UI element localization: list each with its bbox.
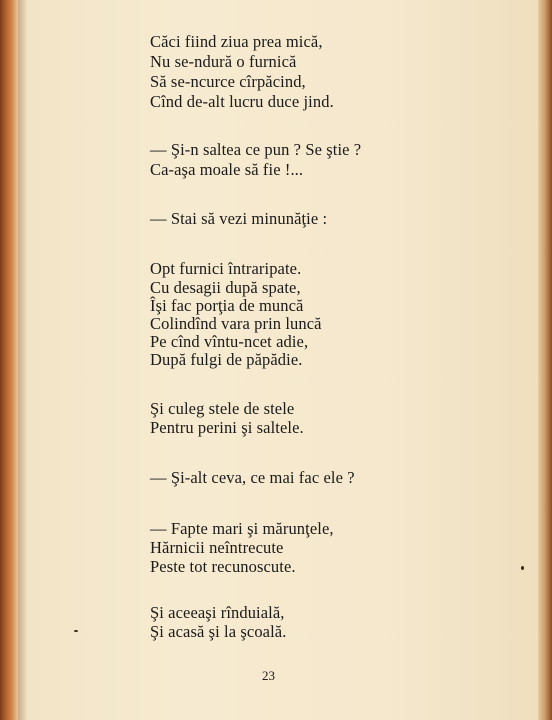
ink-speck [74, 630, 78, 632]
poem-line: Hărnicii neîntrecute [150, 538, 284, 557]
poem-line: Cu desagii după spate, [150, 278, 301, 297]
page-number: 23 [262, 668, 275, 683]
ink-speck [521, 566, 524, 570]
poem-line: Cînd de-alt lucru duce jind. [150, 92, 334, 111]
poem-line: Şi acasă şi la şcoală. [150, 622, 287, 641]
poem-line: Colindînd vara prin luncă [150, 314, 322, 333]
poem-line: Pe cînd vîntu-ncet adie, [150, 332, 309, 351]
poem-line: Ca-aşa moale să fie !... [150, 160, 304, 179]
poem-line: Şi aceeaşi rînduială, [150, 603, 285, 622]
poem-line: Şi culeg stele de stele [150, 399, 295, 418]
page-right-edge [538, 0, 552, 720]
poem-line: Îşi fac porţia de muncă [150, 296, 304, 315]
poem-line: — Şi-alt ceva, ce mai fac ele ? [150, 468, 355, 487]
poem-line: — Stai să vezi minunăţie : [150, 209, 328, 228]
gutter-shadow [18, 0, 28, 720]
book-spine-edge [0, 0, 18, 720]
poem-line: Peste tot recunoscute. [150, 557, 296, 576]
poem-line: Nu se-ndură o furnică [150, 52, 297, 71]
poem-line: Opt furnici întraripate. [150, 259, 302, 278]
poem-line: Să se-ncurce cîrpăcind, [150, 72, 306, 91]
poem-line: — Şi-n saltea ce pun ? Se ştie ? [150, 140, 362, 159]
poem-line: — Fapte mari şi mărunţele, [150, 519, 334, 538]
poem-line: După fulgi de păpădie. [150, 350, 303, 369]
poem-line: Căci fiind ziua prea mică, [150, 32, 323, 51]
poem-line: Pentru perini şi saltele. [150, 418, 304, 437]
